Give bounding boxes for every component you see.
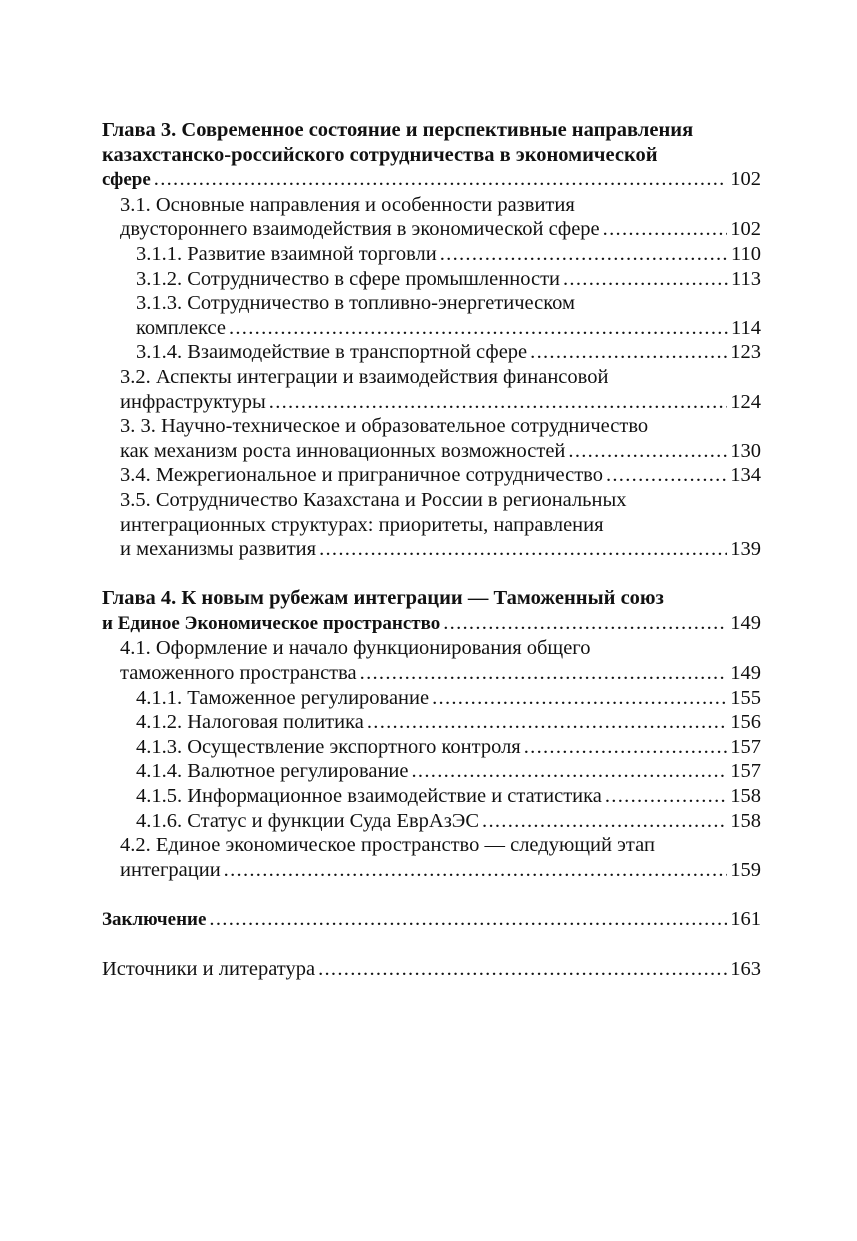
toc-entry-chapter-4[interactable] [102, 586, 761, 636]
toc-page-number: 163 [730, 958, 761, 981]
toc-page-number: 158 [730, 809, 761, 832]
toc-entry-title-line: 3.1.3. Сотрудничество в топливно-энергетическом [136, 292, 576, 315]
toc-entry-4-1-1[interactable] [102, 686, 761, 711]
toc-page-number: 113 [731, 267, 761, 290]
toc-entry-title-line: 3.2. Аспекты интеграции и взаимодействия финансовой [120, 365, 609, 388]
toc-entry-sources[interactable] [102, 957, 761, 982]
toc-entry-title-last: 4.1.2. Налоговая политика [136, 711, 364, 734]
toc-leader-dots [568, 439, 727, 464]
toc-entry-3-1[interactable] [102, 193, 761, 242]
toc-entry-title-last: Источники и литература [102, 958, 316, 981]
toc-entry-conclusion[interactable] [102, 907, 761, 933]
table-of-contents [102, 118, 761, 982]
toc-entry-4-1[interactable] [102, 636, 761, 685]
toc-entry-title-last: двустороннего взаимодействия в экономической сфере [120, 218, 600, 241]
toc-entry-3-1-4[interactable] [102, 340, 761, 365]
toc-entry-title-last: 3.1.2. Сотрудничество в сфере промышленности [136, 267, 560, 290]
toc-page-number: 134 [730, 464, 761, 487]
toc-page-number: 157 [730, 735, 761, 758]
toc-leader-dots [530, 340, 727, 365]
toc-entry-title-line: Глава 3. Современное состояние и перспективные направления [102, 119, 694, 141]
toc-entry-title-last: 4.1.3. Осуществление экспортного контроля [136, 735, 521, 758]
toc-page-number: 123 [730, 341, 761, 364]
toc-entry-title-line: 3.1. Основные направления и особенности развития [120, 193, 575, 216]
toc-leader-dots [412, 759, 728, 784]
toc-page-number: 158 [730, 785, 761, 808]
toc-page-number: 159 [730, 858, 761, 881]
toc-leader-dots [440, 242, 728, 267]
toc-entry-title-line: казахстанско-российского сотрудничества в экономической [102, 143, 658, 166]
toc-entry-title-line: интеграционных структурах: приоритеты, направления [120, 513, 604, 536]
toc-entry-title-last: 3.1.1. Развитие взаимной торговли [136, 242, 437, 265]
toc-entry-3-1-3[interactable] [102, 291, 761, 340]
toc-entry-3-4[interactable] [102, 463, 761, 488]
toc-page-number: 110 [731, 242, 761, 265]
toc-leader-dots [209, 907, 727, 932]
toc-page-number: 157 [730, 760, 761, 783]
toc-entry-title-last: таможенного пространства [120, 662, 357, 685]
toc-entry-3-3[interactable] [102, 414, 761, 463]
toc-entry-3-2[interactable] [102, 365, 761, 414]
toc-leader-dots [524, 735, 728, 760]
toc-entry-3-5[interactable] [102, 488, 761, 562]
toc-page-number: 114 [731, 316, 761, 339]
toc-entry-4-1-5[interactable] [102, 784, 761, 809]
toc-page-number: 130 [730, 439, 761, 462]
toc-entry-4-1-6[interactable] [102, 809, 761, 834]
toc-entry-4-1-2[interactable] [102, 710, 761, 735]
toc-entry-title-line: 3.5. Сотрудничество Казахстана и России в региональных [120, 488, 627, 511]
toc-page-number: 139 [730, 538, 761, 561]
toc-page-number: 149 [730, 611, 761, 634]
toc-leader-dots [154, 167, 727, 192]
toc-leader-dots [318, 957, 727, 982]
toc-leader-dots [224, 858, 728, 883]
toc-page-number: 161 [730, 908, 761, 930]
toc-leader-dots [606, 463, 727, 488]
toc-leader-dots [319, 537, 727, 562]
toc-entry-title-last: 4.1.4. Валютное регулирование [136, 760, 409, 783]
toc-leader-dots [482, 809, 727, 834]
toc-leader-dots [269, 390, 727, 415]
toc-entry-title-line: 4.1. Оформление и начало функционирования общего [120, 637, 591, 660]
toc-page-number: 102 [730, 218, 761, 241]
toc-entry-title-last: 3.4. Межрегиональное и приграничное сотрудничество [120, 464, 603, 487]
toc-entry-title-line: 3. 3. Научно-техническое и образовательное сотрудничество [120, 415, 649, 438]
toc-page-number: 155 [730, 686, 761, 709]
toc-entry-title-last: 4.1.6. Статус и функции Суда ЕврАзЭС [136, 809, 480, 832]
toc-leader-dots [432, 686, 727, 711]
toc-entry-4-2[interactable] [102, 833, 761, 882]
toc-page-number: 124 [730, 390, 761, 413]
toc-entry-title-last: Заключение [102, 909, 207, 930]
toc-page-number: 102 [730, 168, 761, 191]
toc-entry-chapter-3[interactable] [102, 118, 761, 193]
toc-page-number: 156 [730, 711, 761, 734]
toc-leader-dots [360, 661, 728, 686]
toc-entry-4-1-4[interactable] [102, 759, 761, 784]
toc-entry-title-last: комплексе [136, 316, 226, 339]
toc-leader-dots [603, 217, 728, 242]
toc-entry-title-last: и механизмы развития [120, 538, 317, 561]
toc-entry-title-last: 4.1.5. Информационное взаимодействие и статистика [136, 785, 602, 808]
toc-entry-title-line: Глава 4. К новым рубежам интеграции — Таможенный союз [102, 587, 664, 610]
toc-leader-dots [563, 267, 728, 292]
toc-entry-title-line: 4.2. Единое экономическое пространство — следующий этап [120, 834, 655, 857]
toc-page-number: 149 [730, 662, 761, 685]
toc-leader-dots [605, 784, 727, 809]
toc-entry-4-1-3[interactable] [102, 735, 761, 760]
toc-entry-3-1-1[interactable] [102, 242, 761, 267]
toc-entry-title-last: как механизм роста инновационных возможностей [120, 439, 566, 462]
toc-entry-3-1-2[interactable] [102, 267, 761, 292]
toc-entry-title-last: интеграции [120, 858, 221, 881]
toc-entry-title-last: инфраструктуры [120, 390, 266, 413]
toc-leader-dots [367, 710, 727, 735]
toc-leader-dots [229, 316, 728, 341]
toc-entry-title-last: 4.1.1. Таможенное регулирование [136, 686, 430, 709]
toc-leader-dots [443, 611, 727, 636]
toc-entry-title-last: сфере [102, 169, 151, 191]
toc-entry-title-last: и Единое Экономическое пространство [102, 612, 441, 634]
toc-entry-title-last: 3.1.4. Взаимодействие в транспортной сфере [136, 341, 528, 364]
